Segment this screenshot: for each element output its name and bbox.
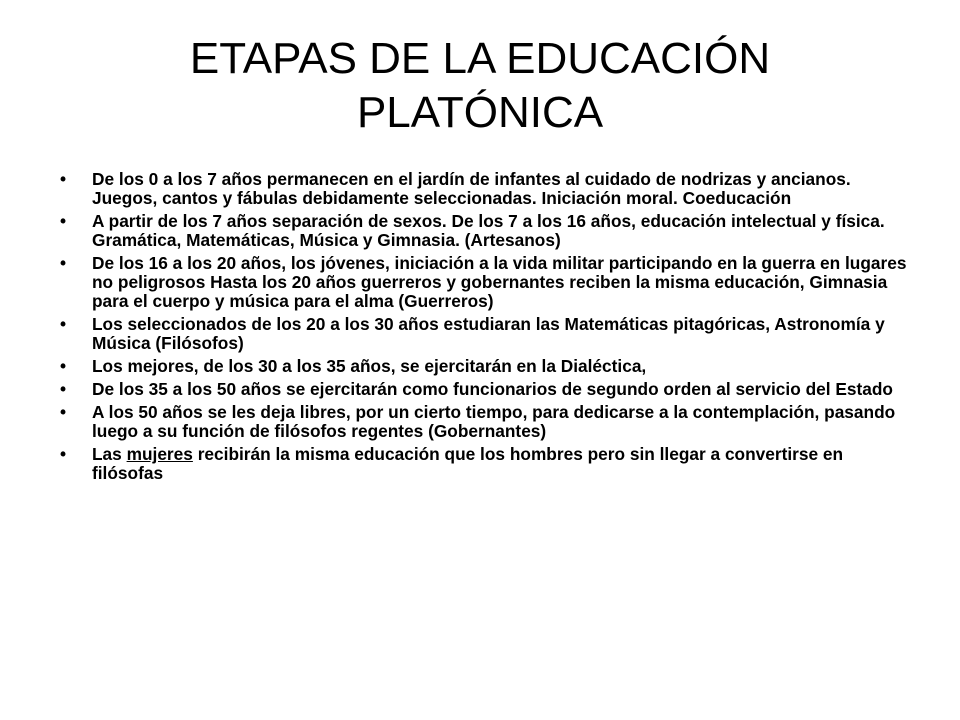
- bullet-text-post: recibirán la misma educación que los hombres pero sin llegar a convertirse en filósofas: [92, 444, 844, 483]
- bullet-item: [58, 403, 908, 441]
- bullet-text: De los 16 a los 20 años, los jóvenes, iniciación a la vida militar participando en la guerra en lugares no peligrosos Hasta los 20 años guerreros y gobernantes reciben la misma educación, Gimnasia para el cuerpo y música para el alma (Guerreros): [92, 253, 907, 311]
- bullet-item: [58, 212, 908, 250]
- bullet-item: [58, 445, 908, 483]
- bullet-list: [58, 170, 908, 487]
- bullet-icon: •: [60, 169, 67, 189]
- bullet-icon: •: [60, 253, 67, 273]
- bullet-icon: •: [60, 379, 67, 399]
- bullet-item: [58, 357, 908, 376]
- bullet-item: [58, 380, 908, 399]
- title-line-1: ETAPAS DE LA EDUCACIÓN: [189, 34, 771, 83]
- bullet-item: [58, 170, 908, 208]
- bullet-icon: •: [60, 444, 67, 464]
- slide-title: [60, 32, 900, 140]
- bullet-icon: •: [60, 314, 67, 334]
- bullet-text: Los seleccionados de los 20 a los 30 años estudiaran las Matemáticas pitagóricas, Astronomía y Música (Filósofos): [92, 314, 885, 353]
- bullet-item: [58, 315, 908, 353]
- bullet-text: A partir de los 7 años separación de sexos. De los 7 a los 16 años, educación intelectual y física. Gramática, Matemáticas, Música y Gimnasia. (Artesanos): [92, 211, 885, 250]
- title-line-2: PLATÓNICA: [356, 88, 604, 137]
- bullet-text: De los 0 a los 7 años permanecen en el jardín de infantes al cuidado de nodrizas y ancianos. Juegos, cantos y fábulas debidamente seleccionadas. Iniciación moral. Coeducación: [92, 169, 851, 208]
- bullet-text: A los 50 años se les deja libres, por un cierto tiempo, para dedicarse a la contemplación, pasando luego a su función de filósofos regentes (Gobernantes): [92, 402, 896, 441]
- underlined-word-link[interactable]: mujeres: [126, 444, 193, 464]
- bullet-text: De los 35 a los 50 años se ejercitarán como funcionarios de segundo orden al servicio del Estado: [92, 379, 893, 399]
- bullet-icon: •: [60, 211, 67, 231]
- bullet-icon: •: [60, 402, 67, 422]
- bullet-text: Los mejores, de los 30 a los 35 años, se ejercitarán en la Dialéctica,: [92, 356, 647, 376]
- bullet-text-pre: Las: [92, 444, 127, 464]
- bullet-icon: •: [60, 356, 67, 376]
- bullet-item: [58, 254, 908, 311]
